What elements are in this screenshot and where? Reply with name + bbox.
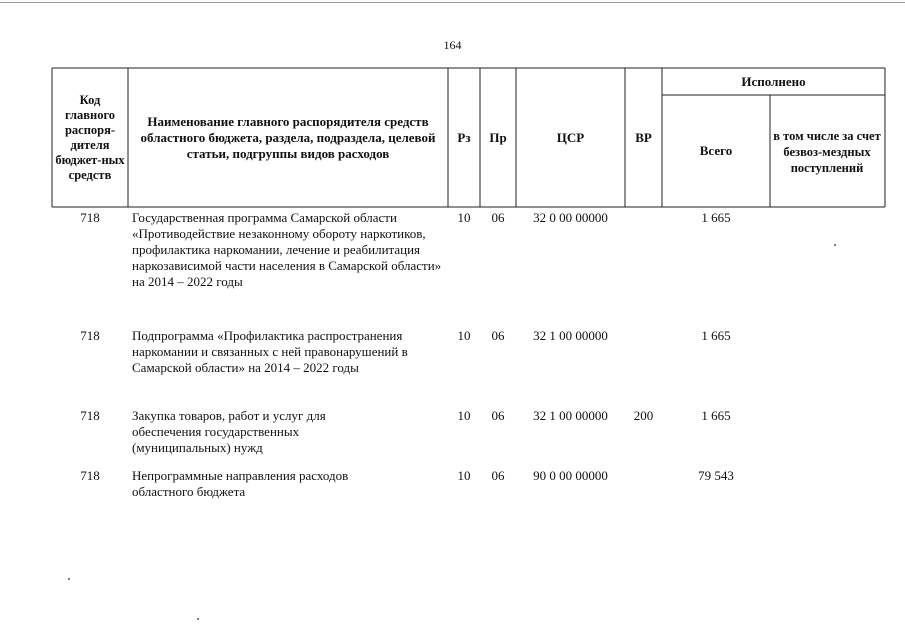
row-1-pr: 06: [491, 210, 505, 225]
row-3-csr: 32 1 00 00000: [533, 408, 608, 423]
scan-speck: [834, 244, 836, 246]
row-2-total: 1 665: [701, 328, 731, 343]
header-code: Код главного распоря-дителя бюджет-ных средств: [55, 93, 125, 182]
header-rz: Рз: [457, 130, 471, 145]
row-4-code: 718: [80, 468, 100, 483]
row-2-pr: 06: [491, 328, 505, 343]
row-4-csr: 90 0 00 00000: [533, 468, 608, 483]
row-3-vr: 200: [633, 408, 654, 423]
header-gratuitous: в том числе за счет безвоз-мездных поступлений: [773, 129, 881, 175]
row-4-total: 79 543: [698, 468, 734, 483]
header-csr: ЦСР: [556, 130, 585, 145]
header-vr: ВР: [635, 130, 652, 145]
row-2-rz: 10: [457, 328, 471, 343]
row-1-code: 718: [80, 210, 100, 225]
header-pr: Пр: [489, 130, 507, 145]
row-3-total: 1 665: [701, 408, 731, 423]
header-total: Всего: [699, 143, 733, 158]
row-1-csr: 32 0 00 00000: [533, 210, 608, 225]
row-2-code: 718: [80, 328, 100, 343]
row-1-total: 1 665: [701, 210, 731, 225]
scan-top-border: [0, 2, 905, 3]
row-1-name: Государственная программа Самарской области «Противодействие незаконному обороту наркотиков, профилактика наркомании, лечение и реабилитация наркозависимой части населения в Самарской области» на 2014 – 2022 годы: [132, 210, 442, 289]
header-executed: Исполнено: [741, 74, 806, 89]
scan-speck: [197, 618, 199, 620]
row-3-code: 718: [80, 408, 100, 423]
row-4-rz: 10: [457, 468, 471, 483]
row-4-name: Непрограммные направления расходов областного бюджета: [132, 468, 349, 499]
row-3-rz: 10: [457, 408, 471, 423]
row-3-pr: 06: [491, 408, 505, 423]
row-3-name: Закупка товаров, работ и услуг для обеспечения государственных (муниципальных) нужд: [132, 408, 326, 455]
page-number: 164: [443, 38, 462, 52]
row-4-pr: 06: [491, 468, 505, 483]
row-2-name: Подпрограмма «Профилактика распространения наркомании и связанных с ней правонарушений в Самарской области» на 2014 – 2022 годы: [132, 328, 408, 375]
scan-speck: [68, 578, 70, 580]
header-name: Наименование главного распорядителя средств областного бюджета, раздела, подраздела, целевой статьи, подгруппы видов расходов: [140, 114, 436, 161]
row-1-rz: 10: [457, 210, 471, 225]
row-2-csr: 32 1 00 00000: [533, 328, 608, 343]
